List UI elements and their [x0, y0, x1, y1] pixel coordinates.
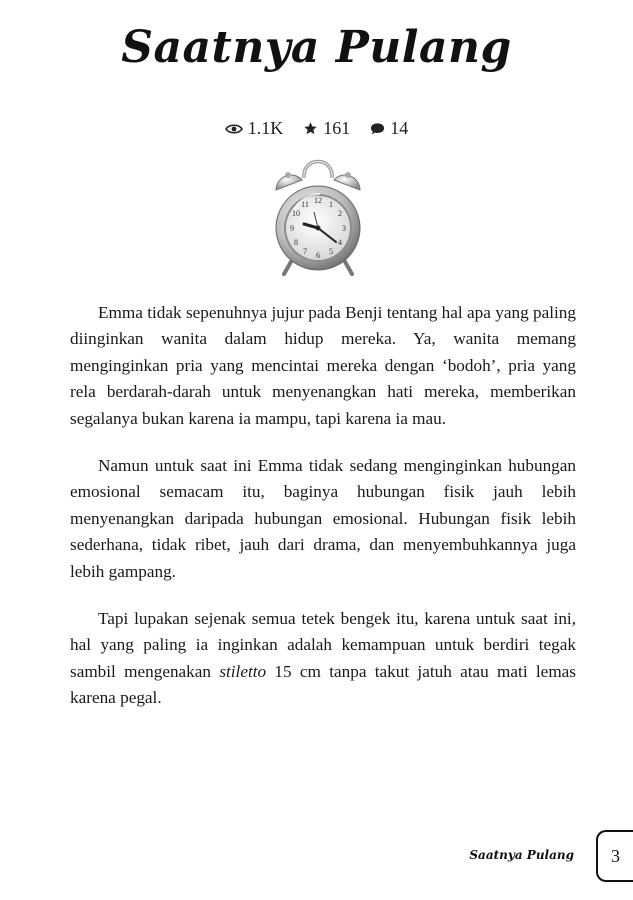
paragraph: Emma tidak sepenuhnya jujur pada Benji tentang hal apa yang paling diinginkan wanita dalam hidup mereka. Ya, wanita memang menginginkan pria yang mencintai mereka dengan ‘bodoh’, pria yang rela berdarah-darah untuk menyenangkan hati mereka, memberikan segalanya bukan karena ia mampu, tapi karena ia mau. — [70, 303, 576, 428]
svg-text:8: 8 — [294, 238, 298, 247]
comments-count: 14 — [390, 118, 409, 138]
comment-icon — [370, 122, 385, 136]
svg-text:6: 6 — [316, 251, 320, 260]
alarm-clock-icon — [268, 150, 368, 282]
paragraph — [70, 606, 576, 712]
italic-term: stiletto — [219, 661, 267, 681]
views-stat — [225, 118, 284, 139]
svg-text:4: 4 — [338, 238, 342, 247]
paragraph: Namun untuk saat ini Emma tidak sedang menginginkan hubungan emosional semacam itu, baginya hubungan fisik jauh lebih menyenangkan daripada hubungan emosional. Hubungan fisik lebih sederhana, tidak ribet, jauh dari drama, dan menyembuhkannya juga lebih gampang. — [70, 456, 576, 581]
svg-text:12: 12 — [314, 196, 322, 205]
eye-icon — [225, 123, 243, 135]
star-icon — [303, 121, 318, 136]
paragraph-text: Tapi lupakan sejenak semua tetek bengek itu, karena untuk saat ini, hal yang paling ia inginkan adalah kemampuan untuk berdiri tegak sambil mengenakan — [70, 609, 576, 681]
running-footer-title: Saatnya Pulang — [469, 848, 574, 862]
votes-stat — [303, 118, 350, 139]
paragraph-text: 15 cm tanpa takut jatuh atau mati lemas karena pegal. — [70, 661, 576, 708]
svg-text:11: 11 — [301, 200, 309, 209]
svg-text:5: 5 — [329, 247, 333, 256]
chapter-body — [70, 300, 576, 733]
comments-stat — [370, 118, 408, 139]
chapter-title: Saatnya Pulang — [121, 22, 512, 73]
views-count: 1.1K — [247, 118, 284, 138]
svg-text:1: 1 — [329, 200, 333, 209]
svg-text:2: 2 — [338, 209, 342, 218]
votes-count: 161 — [323, 118, 351, 138]
svg-text:3: 3 — [342, 224, 346, 233]
story-stats — [0, 118, 633, 139]
svg-text:9: 9 — [290, 224, 294, 233]
svg-text:7: 7 — [303, 247, 307, 256]
page-number: 3 — [596, 830, 633, 882]
svg-text:10: 10 — [292, 209, 300, 218]
